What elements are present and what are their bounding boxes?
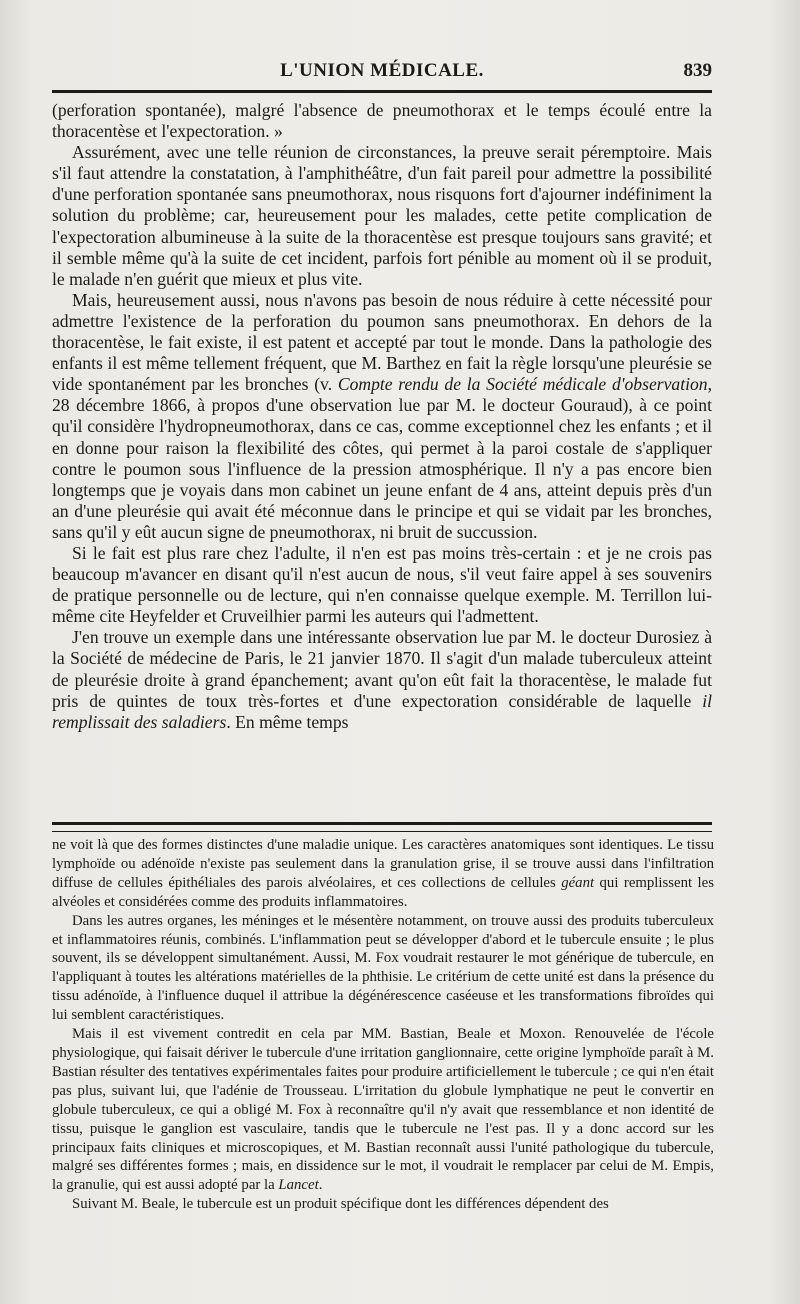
footnote-paragraph <box>52 836 714 912</box>
text-run: Mais il est vivement contredit en cela par MM. Bastian, Beale et Moxon. Renouvelée de l'école physiologique, qui faisait dériver le tubercule d'une irritation ganglionnaire, cette origine lymphoïde paraît à M. Bastian résulter des tentatives expérimentales faites pour produire artificiellement le tubercule ; ce qui n'en était pas plus, suivant lui, que l'adénie de Trousseau. L'irritation du globule lymphatique ne peut le convertir en globule tuberculeux, ce qui a obligé M. Fox à reconnaître qu'il n'y avait que ressemblance et non identité de tissu, puisque le ganglion est vasculaire, tandis que le tubercule ne l'est pas. Il y a donc accord sur les principaux faits cliniques et microscopiques, et M. Bastian reconnaît aussi l'unité pathologique du tubercule, malgré ses différentes formes ; mais, en dissidence sur le mot, il voudrait le remplacer par celui de M. Empis, la granulie, qui est aussi adopté par la <box>52 1026 714 1194</box>
body-paragraph <box>52 627 712 732</box>
footnote-paragraph <box>52 1025 714 1195</box>
footnote-paragraph <box>52 1195 714 1214</box>
page-number: 839 <box>683 60 712 81</box>
text-run: J'en trouve un exemple dans une intéressante observation lue par M. le docteur Durosiez à la Société de médecine de Paris, le 21 janvier 1870. Il s'agit d'un malade tuberculeux atteint de pleurésie droite à grand épanchement; avant qu'on eût fait la thoracentèse, le malade fut pris de quintes de toux très-fortes et d'une expectoration considérable de laquelle <box>52 627 712 711</box>
footnote-separator-rule <box>52 822 712 832</box>
footnote-text <box>52 836 714 1214</box>
italic-text: il remplissait des saladiers <box>52 690 712 732</box>
text-run: Dans les autres organes, les méninges et le mésentère notamment, on trouve aussi des produits tuberculeux et inflammatoires réunis, combinés. L'inflammation peut se développer d'abord et le tubercule ensuite ; le plus souvent, ils se développent simultanément. Aussi, M. Fox voudrait restaurer le mot générique de tubercule, en l'appliquant à toutes les altérations matérielles de la phthisie. Le critérium de cette unité est dans la présence du tissu adénoïde, à l'influence duquel il attribue la dégénérescence caséeuse et les transformations fibroïdes qui lui semblent caractéristiques. <box>52 912 714 1024</box>
running-header <box>52 58 712 86</box>
text-run: . En même temps <box>226 711 349 732</box>
text-run: ne voit là que des formes distinctes d'une maladie unique. Les caractères anatomiques sont identiques. Le tissu lymphoïde ou adénoïde n'existe pas seulement dans la granulation grise, il se trouve aussi dans l'infiltration diffuse de cellules épithéliales des parois alvéolaires, et ces collections de cellules <box>52 837 714 891</box>
italic-text: géant <box>561 874 595 891</box>
text-run: , 28 décembre 1866, à propos d'une observation lue par M. le docteur Gouraud), à ce point qu'il considère l'hydropneumothorax, dans ce cas, comme exceptionnel chez les enfants ; et il en donne pour raison la flexibilité des côtes, qui permet à la paroi costale de s'appliquer contre le poumon sous l'influence de la pression atmosphérique. Il n'y a pas encore bien longtemps que je voyais dans mon cabinet un jeune enfant de 4 ans, atteint depuis près d'un an d'une pleurésie qui avait été méconnue dans le principe et qui se vidait par les bronches, sans qu'il y eût aucun signe de pneumothorax, ni bruit de succussion. <box>52 374 712 542</box>
text-run: (perforation spontanée), malgré l'absence de pneumothorax et le temps écoulé entre la thoracentèse et l'expectoration. » <box>52 100 712 142</box>
body-paragraph <box>52 100 712 142</box>
body-paragraph <box>52 142 712 290</box>
text-run: qui remplissent les alvéoles et considérées comme des produits inflammatoires. <box>52 874 714 910</box>
header-rule <box>52 90 712 93</box>
body-paragraph <box>52 543 712 627</box>
body-paragraph <box>52 290 712 543</box>
italic-text: Compte rendu de la Société médicale d'observation <box>337 374 708 395</box>
text-run: Suivant M. Beale, le tubercule est un produit spécifique dont les différences dépendent des <box>72 1196 609 1213</box>
footnote-paragraph <box>52 912 714 1025</box>
italic-text: Lancet <box>278 1177 319 1194</box>
text-run: . <box>318 1177 323 1194</box>
text-run: Assurément, avec une telle réunion de circonstances, la preuve serait péremptoire. Mais s'il faut attendre la constatation, à l'amphithéâtre, d'un fait pareil pour admettre la possibilité d'une perforation spontanée sans pneumothorax, nous risquons fort d'ajourner indéfiniment la solution du problème; car, heureusement pour les malades, cette petite complication de l'expectoration albumineuse à la suite de la thoracentèse est presque toujours sans gravité; et il semble même qu'à la suite de cet incident, parfois fort pénible au moment où il se produit, le malade n'en guérit que mieux et plus vite. <box>52 142 712 289</box>
text-run: Mais, heureusement aussi, nous n'avons pas besoin de nous réduire à cette nécessité pour admettre l'existence de la perforation du poumon sans pneumothorax. En dehors de la thoracentèse, le fait existe, il est patent et accepté par tout le monde. Dans la pathologie des enfants il est même tellement fréquent, que M. Barthez en fait la règle lorsqu'une pleurésie se vide spontanément par les bronches (v. <box>52 289 712 395</box>
main-text <box>52 100 712 733</box>
journal-title: L'UNION MÉDICALE. <box>280 60 484 81</box>
text-run: Si le fait est plus rare chez l'adulte, il n'en est pas moins très-certain : et je ne crois pas beaucoup m'avancer en disant qu'il n'est aucun de nous, s'il veut faire appel à ses souvenirs de pratique personnelle ou de lecture, qui n'en connaisse quelque exemple. M. Terrillon lui-même cite Heyfelder et Cruveilhier parmi les auteurs qui l'admettent. <box>52 542 712 627</box>
